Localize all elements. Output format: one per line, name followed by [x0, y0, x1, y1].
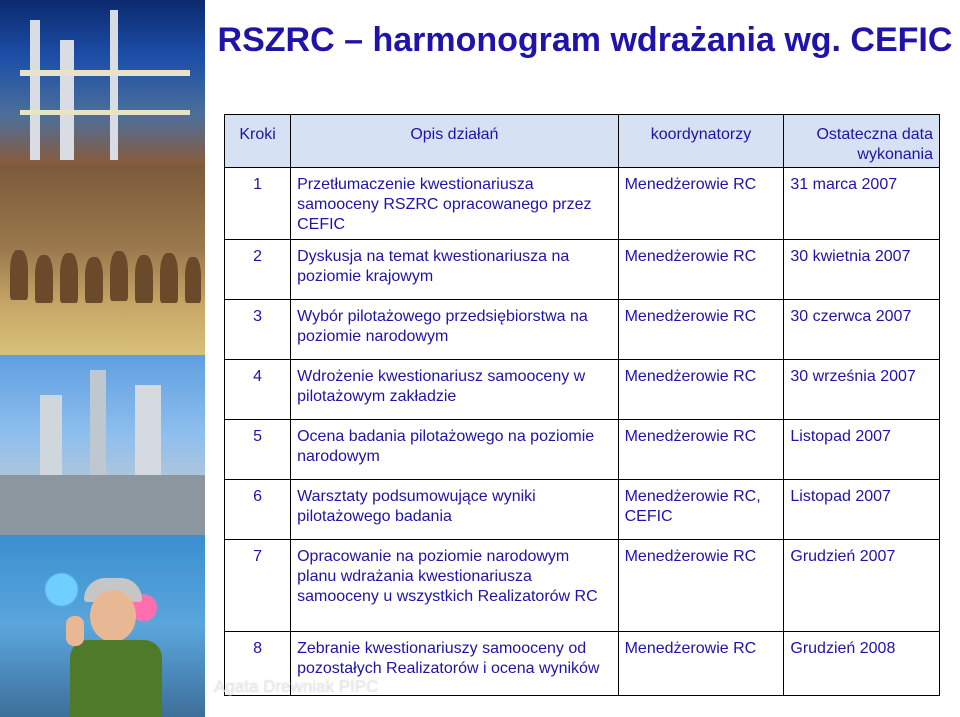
row-deadline: 31 marca 2007 — [784, 168, 940, 240]
row-coordinators: Menedżerowie RC — [618, 420, 784, 480]
header-steps: Kroki — [225, 115, 291, 168]
industrial-plant-photo — [0, 355, 205, 535]
header-coordinators: koordynatorzy — [618, 115, 784, 168]
table-row — [225, 300, 940, 360]
row-number: 1 — [225, 168, 291, 240]
page-title: RSZRC – harmonogram wdrażania wg. CEFIC — [217, 21, 953, 59]
header-description: Opis działań — [291, 115, 618, 168]
row-coordinators: Menedżerowie RC — [618, 168, 784, 240]
header-deadline: Ostateczna data wykonania — [784, 115, 940, 168]
row-coordinators: Menedżerowie RC, CEFIC — [618, 480, 784, 540]
row-coordinators: Menedżerowie RC — [618, 540, 784, 632]
row-number: 5 — [225, 420, 291, 480]
table-row — [225, 240, 940, 300]
row-description: Ocena badania pilotażowego na poziomie narodowym — [291, 420, 618, 480]
row-description: Zebranie kwestionariuszy samooceny od pozostałych Realizatorów i ocena wyników — [291, 632, 618, 696]
table-row — [225, 480, 940, 540]
schedule-table — [224, 114, 940, 696]
row-deadline: Grudzień 2008 — [784, 632, 940, 696]
row-deadline: Listopad 2007 — [784, 420, 940, 480]
row-number: 8 — [225, 632, 291, 696]
row-coordinators: Menedżerowie RC — [618, 240, 784, 300]
boy-face — [90, 590, 136, 642]
row-deadline: Grudzień 2007 — [784, 540, 940, 632]
deer-photo — [0, 165, 205, 355]
row-deadline: 30 kwietnia 2007 — [784, 240, 940, 300]
table-row — [225, 168, 940, 240]
row-coordinators: Menedżerowie RC — [618, 360, 784, 420]
row-number: 3 — [225, 300, 291, 360]
row-number: 7 — [225, 540, 291, 632]
row-coordinators: Menedżerowie RC — [618, 632, 784, 696]
table-header-row — [225, 115, 940, 168]
row-description: Opracowanie na poziomie narodowym planu wdrażania kwestionariusza samooceny u wszystkich Realizatorów RC — [291, 540, 618, 632]
table-row — [225, 360, 940, 420]
row-description: Wdrożenie kwestionariusz samooceny w pilotażowym zakładzie — [291, 360, 618, 420]
boy-body — [70, 640, 162, 717]
row-description: Przetłumaczenie kwestionariusza samooceny RSZRC opracowanego przez CEFIC — [291, 168, 618, 240]
row-description: Warsztaty podsumowujące wyniki pilotażowego badania — [291, 480, 618, 540]
table-row — [225, 420, 940, 480]
row-coordinators: Menedżerowie RC — [618, 300, 784, 360]
row-deadline: 30 czerwca 2007 — [784, 300, 940, 360]
row-description: Dyskusja na temat kwestionariusza na poziomie krajowym — [291, 240, 618, 300]
table-row — [225, 540, 940, 632]
photo-strip — [0, 0, 205, 717]
author-watermark: Agata Drewniak PIPC — [214, 677, 379, 696]
row-deadline: Listopad 2007 — [784, 480, 940, 540]
thumbs-up-hand — [66, 616, 84, 646]
row-number: 2 — [225, 240, 291, 300]
row-description: Wybór pilotażowego przedsiębiorstwa na poziomie narodowym — [291, 300, 618, 360]
row-number: 6 — [225, 480, 291, 540]
row-deadline: 30 września 2007 — [784, 360, 940, 420]
row-number: 4 — [225, 360, 291, 420]
refinery-photo — [0, 0, 205, 165]
